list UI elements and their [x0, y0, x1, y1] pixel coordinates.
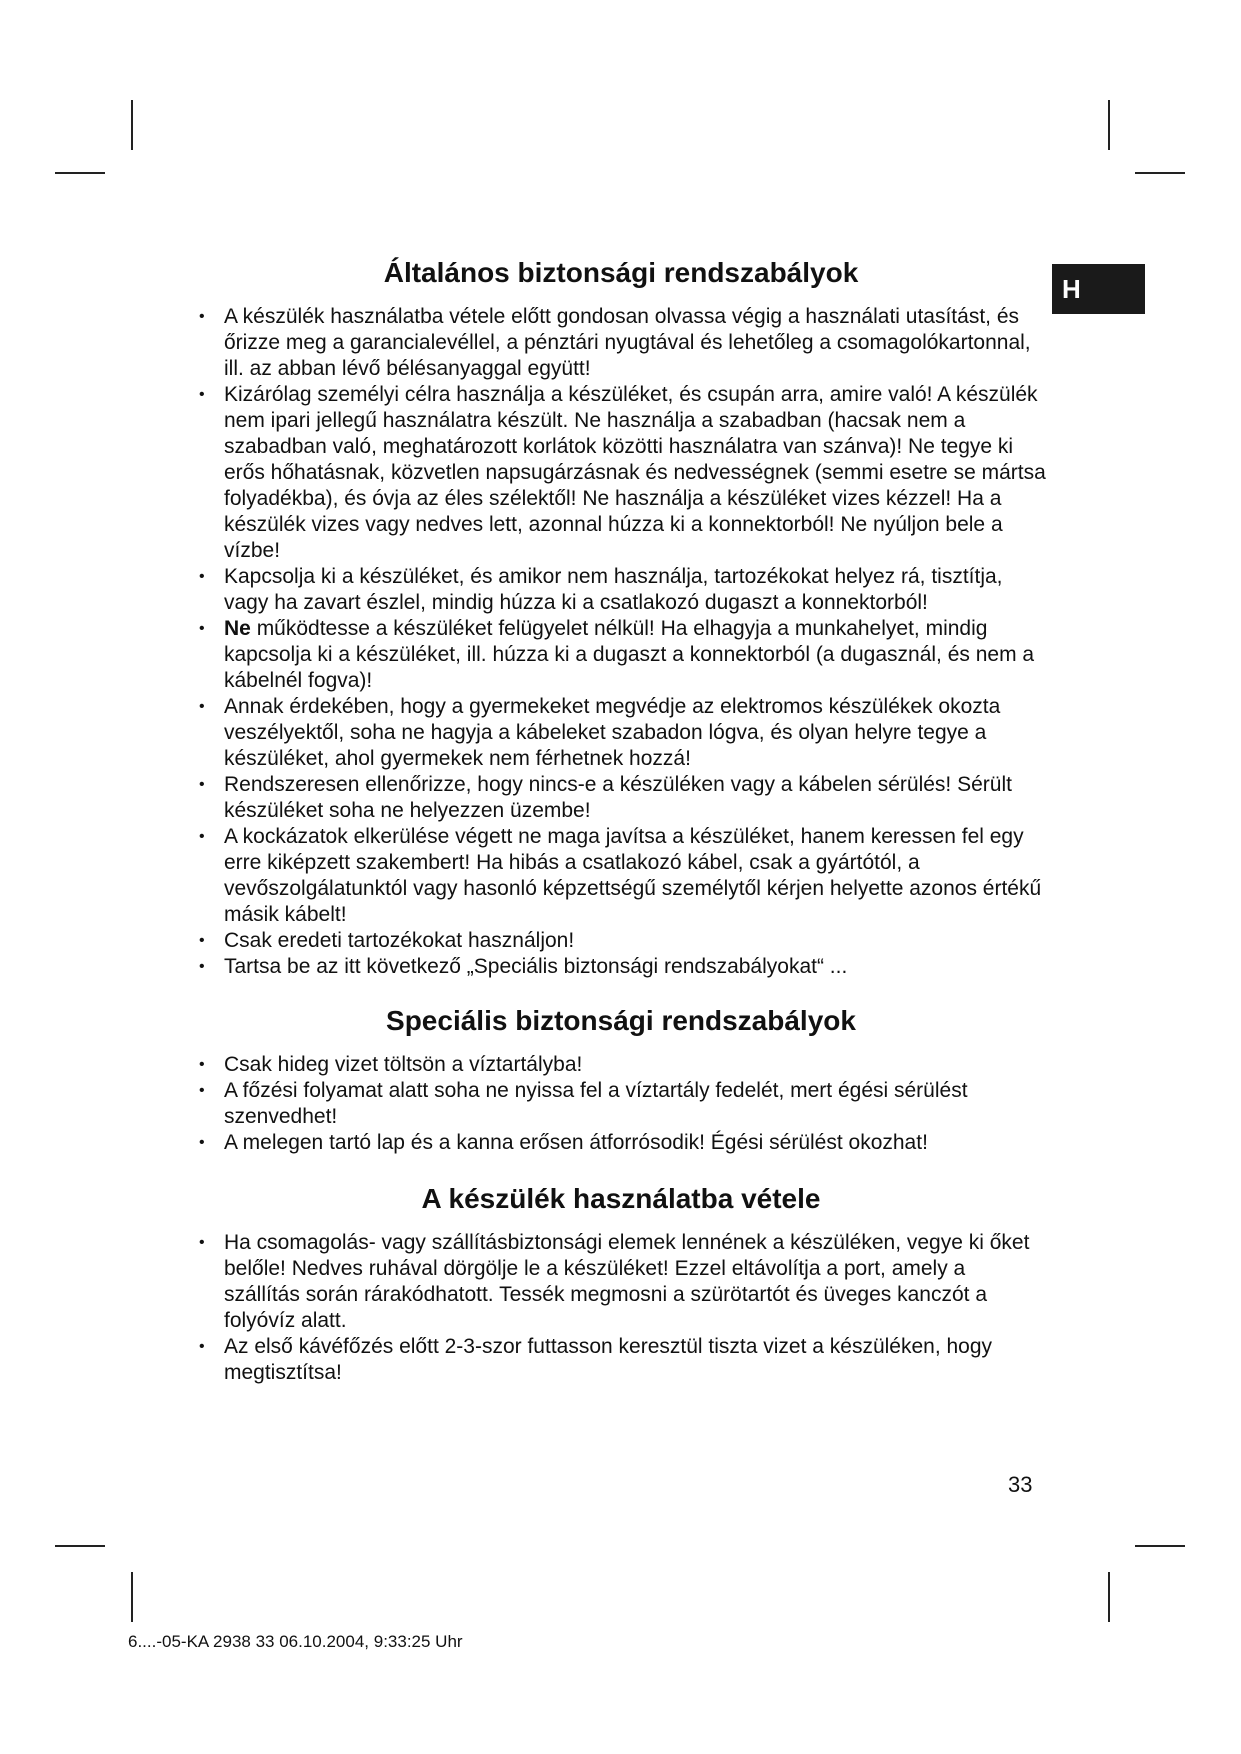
section-heading: Általános biztonsági rendszabályok	[383, 257, 859, 288]
list-item: • Annak érdekében, hogy a gyermekeket megvédje az elektromos készülékek okozta veszélyektől, soha ne hagyja a kábeleket szabadon lógva, és olyan helyre tegye a készüléket, ahol gyermekek nem férhetnek hozzá!	[196, 694, 1046, 772]
section-special-safety	[196, 1004, 1046, 1156]
print-footer: 6....-05-KA 2938 33 06.10.2004, 9:33:25 Uhr	[128, 1632, 463, 1651]
crop-mark	[1135, 172, 1185, 174]
crop-mark	[131, 1572, 133, 1622]
special-safety-list	[196, 1052, 1046, 1156]
list-item: • Az első kávéfőzés előtt 2-3-szor futtasson keresztül tiszta vizet a készüléken, hogy megtisztítsa!	[196, 1334, 1046, 1386]
page-number: 33	[1008, 1472, 1033, 1497]
list-item: • Csak eredeti tartozékokat használjon!	[196, 928, 1046, 954]
section-general-safety	[196, 256, 1046, 980]
crop-mark	[55, 1545, 105, 1547]
section-heading: Speciális biztonsági rendszabályok	[386, 1005, 856, 1036]
section-heading: A készülék használatba vétele	[421, 1183, 821, 1214]
crop-mark	[55, 172, 105, 174]
crop-mark	[1108, 1572, 1110, 1622]
list-item: • Rendszeresen ellenőrizze, hogy nincs-e a készüléken vagy a kábelen sérülés! Sérült készüléket soha ne helyezzen üzembe!	[196, 772, 1046, 824]
list-item: • A főzési folyamat alatt soha ne nyissa fel a víztartály fedelét, mert égési sérülést szenvedhet!	[196, 1078, 1046, 1130]
safety-list	[196, 304, 1046, 980]
crop-mark	[1108, 100, 1110, 150]
list-item: • A melegen tartó lap és a kanna erősen átforrósodik! Égési sérülést okozhat!	[196, 1130, 1046, 1156]
crop-mark	[1135, 1545, 1185, 1547]
list-item: • Kizárólag személyi célra használja a készüléket, és csupán arra, amire való! A készülék nem ipari jellegű használatra készült. Ne használja a szabadban (hacsak nem a szabadban való, meghatározott korlátok közötti használatra van szánva)! Ne tegye ki erős hőhatásnak, közvetlen napsugárzásnak és nedvességnek (semmi esetre se mártsa folyadékba), és óvja az éles szélektől! Ne használja a készüléket vizes kézzel! Ha a készülék vizes vagy nedves lett, azonnal húzza ki a konnektorból! Ne nyúljon bele a vízbe!	[196, 382, 1046, 564]
list-item: • A készülék használatba vétele előtt gondosan olvassa végig a használati utasítást, és őrizze meg a garancialevéllel, a pénztári nyugtával és lehetőleg a csomagolókartonnal, ill. az abban lévő bélésanyaggal együtt!	[196, 304, 1046, 382]
page-content	[196, 256, 1046, 1386]
first-use-list	[196, 1230, 1046, 1386]
section-first-use	[196, 1182, 1046, 1386]
crop-mark	[131, 100, 133, 150]
list-item: • Csak hideg vizet töltsön a víztartályba!	[196, 1052, 1046, 1078]
list-item: • A kockázatok elkerülése végett ne maga javítsa a készüléket, hanem keressen fel egy erre kiképzett szakembert! Ha hibás a csatlakozó kábel, csak a gyártótól, a vevőszolgálatunktól vagy hasonló képzettségű személytől kérjen helyette azonos értékű másik kábelt!	[196, 824, 1046, 928]
list-item: • Ha csomagolás- vagy szállításbiztonsági elemek lennének a készüléken, vegye ki őket belőle! Nedves ruhával dörgölje le a készüléket! Ezzel eltávolítja a port, amely a szállítás során rárakódhatott. Tessék megmosni a szürötartót és üveges kanczót a folyóvíz alatt.	[196, 1230, 1046, 1334]
list-item: • Kapcsolja ki a készüléket, és amikor nem használja, tartozékokat helyez rá, tisztítja, vagy ha zavart észlel, mindig húzza ki a csatlakozó dugaszt a konnektorból!	[196, 564, 1046, 616]
list-item: • Tartsa be az itt következő „Speciális biztonsági rendszabályokat“ ...	[196, 954, 1046, 980]
list-item: • Ne működtesse a készüléket felügyelet nélkül! Ha elhagyja a munkahelyet, mindig kapcsolja ki a készüléket, ill. húzza ki a dugaszt a konnektorból (a dugasznál, és nem a kábelnél fogva)!	[196, 616, 1046, 694]
language-tab: H	[1052, 264, 1145, 314]
